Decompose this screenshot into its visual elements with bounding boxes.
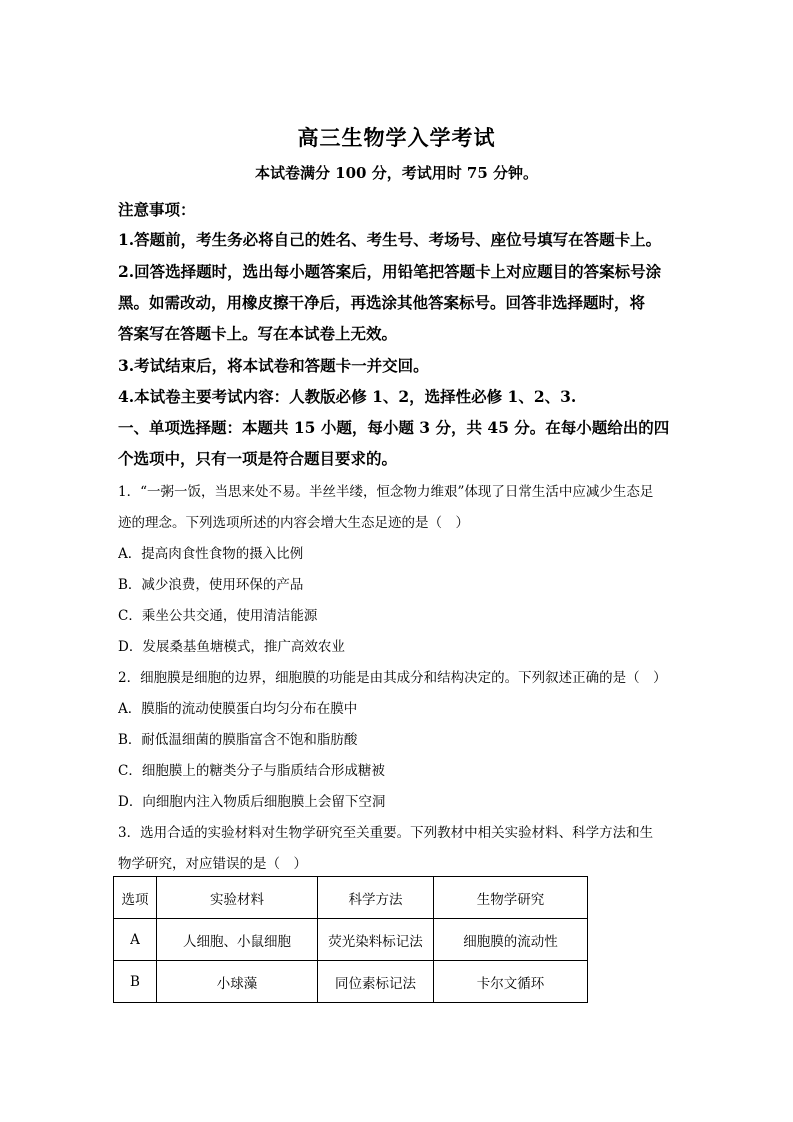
question-stem: 2．细胞膜是细胞的边界，细胞膜的功能是由其成分和结构决定的。下列叙述正确的是（ ） <box>118 670 667 686</box>
table-row <box>114 961 588 1003</box>
table-cell: 细胞膜的流动性 <box>434 919 588 961</box>
exam-subtitle: 本试卷满分 100 分，考试用时 75 分钟。 <box>254 164 539 182</box>
table-cell: 人细胞、小鼠细胞 <box>157 919 318 961</box>
table-cell: A <box>114 919 157 961</box>
notice-line: 1.答题前，考生务必将自己的姓名、考生号、考场号、座位号填写在答题卡上。 <box>118 230 662 249</box>
question-stem: 1．“一粥一饭，当思来处不易。半丝半缕，恒念物力维艰”体现了日常生活中应减少生态足 <box>118 484 654 500</box>
question-option: A．膜脂的流动使膜蛋白均匀分布在膜中 <box>118 701 358 717</box>
table-header-cell: 实验材料 <box>157 877 318 919</box>
question-option: B．减少浪费，使用环保的产品 <box>118 577 304 593</box>
question-option: C．细胞膜上的糖类分子与脂质结合形成糖被 <box>118 763 385 779</box>
table-header-row <box>114 877 588 919</box>
notice-line: 4.本试卷主要考试内容：人教版必修 1、2，选择性必修 1、2、3. <box>118 387 577 406</box>
question-stem: 3．选用合适的实验材料对生物学研究至关重要。下列教材中相关实验材料、科学方法和生 <box>118 825 654 841</box>
table-cell: B <box>114 961 157 1003</box>
table-row <box>114 919 588 961</box>
notice-line: 3.考试结束后，将本试卷和答题卡一并交回。 <box>118 356 429 375</box>
table-cell: 荧光染料标记法 <box>318 919 434 961</box>
table-header-cell: 科学方法 <box>318 877 434 919</box>
notice-heading: 注意事项： <box>118 200 196 219</box>
table-cell: 卡尔文循环 <box>434 961 588 1003</box>
notice-line: 答案写在答题卡上。写在本试卷上无效。 <box>118 324 398 343</box>
question-option: D．发展桑基鱼塘模式，推广高效农业 <box>118 639 345 655</box>
notice-line: 2.回答选择题时，选出每小题答案后，用铅笔把答题卡上对应题目的答案标号涂 <box>118 262 662 281</box>
experiment-table <box>113 876 588 1003</box>
table-cell: 同位素标记法 <box>318 961 434 1003</box>
question-stem: 迹的理念。下列选项所述的内容会增大生态足迹的是（ ） <box>118 515 469 531</box>
table-cell: 小球藻 <box>157 961 318 1003</box>
notice-line: 黑。如需改动，用橡皮擦干净后，再选涂其他答案标号。回答非选择题时，将 <box>118 293 646 312</box>
question-stem: 物学研究，对应错误的是（ ） <box>118 856 307 872</box>
section-heading: 一、单项选择题：本题共 15 小题，每小题 3 分，共 45 分。在每小题给出的四 <box>118 418 670 437</box>
question-option: C．乘坐公共交通，使用清洁能源 <box>118 608 318 624</box>
table-header-cell: 生物学研究 <box>434 877 588 919</box>
question-option: A．提高肉食性食物的摄入比例 <box>118 546 304 562</box>
section-heading: 个选项中，只有一项是符合题目要求的。 <box>118 449 398 468</box>
page-title: 高三生物学入学考试 <box>297 125 496 150</box>
question-option: B．耐低温细菌的膜脂富含不饱和脂肪酸 <box>118 732 358 748</box>
table-header-cell: 选项 <box>114 877 157 919</box>
question-option: D．向细胞内注入物质后细胞膜上会留下空洞 <box>118 794 386 810</box>
